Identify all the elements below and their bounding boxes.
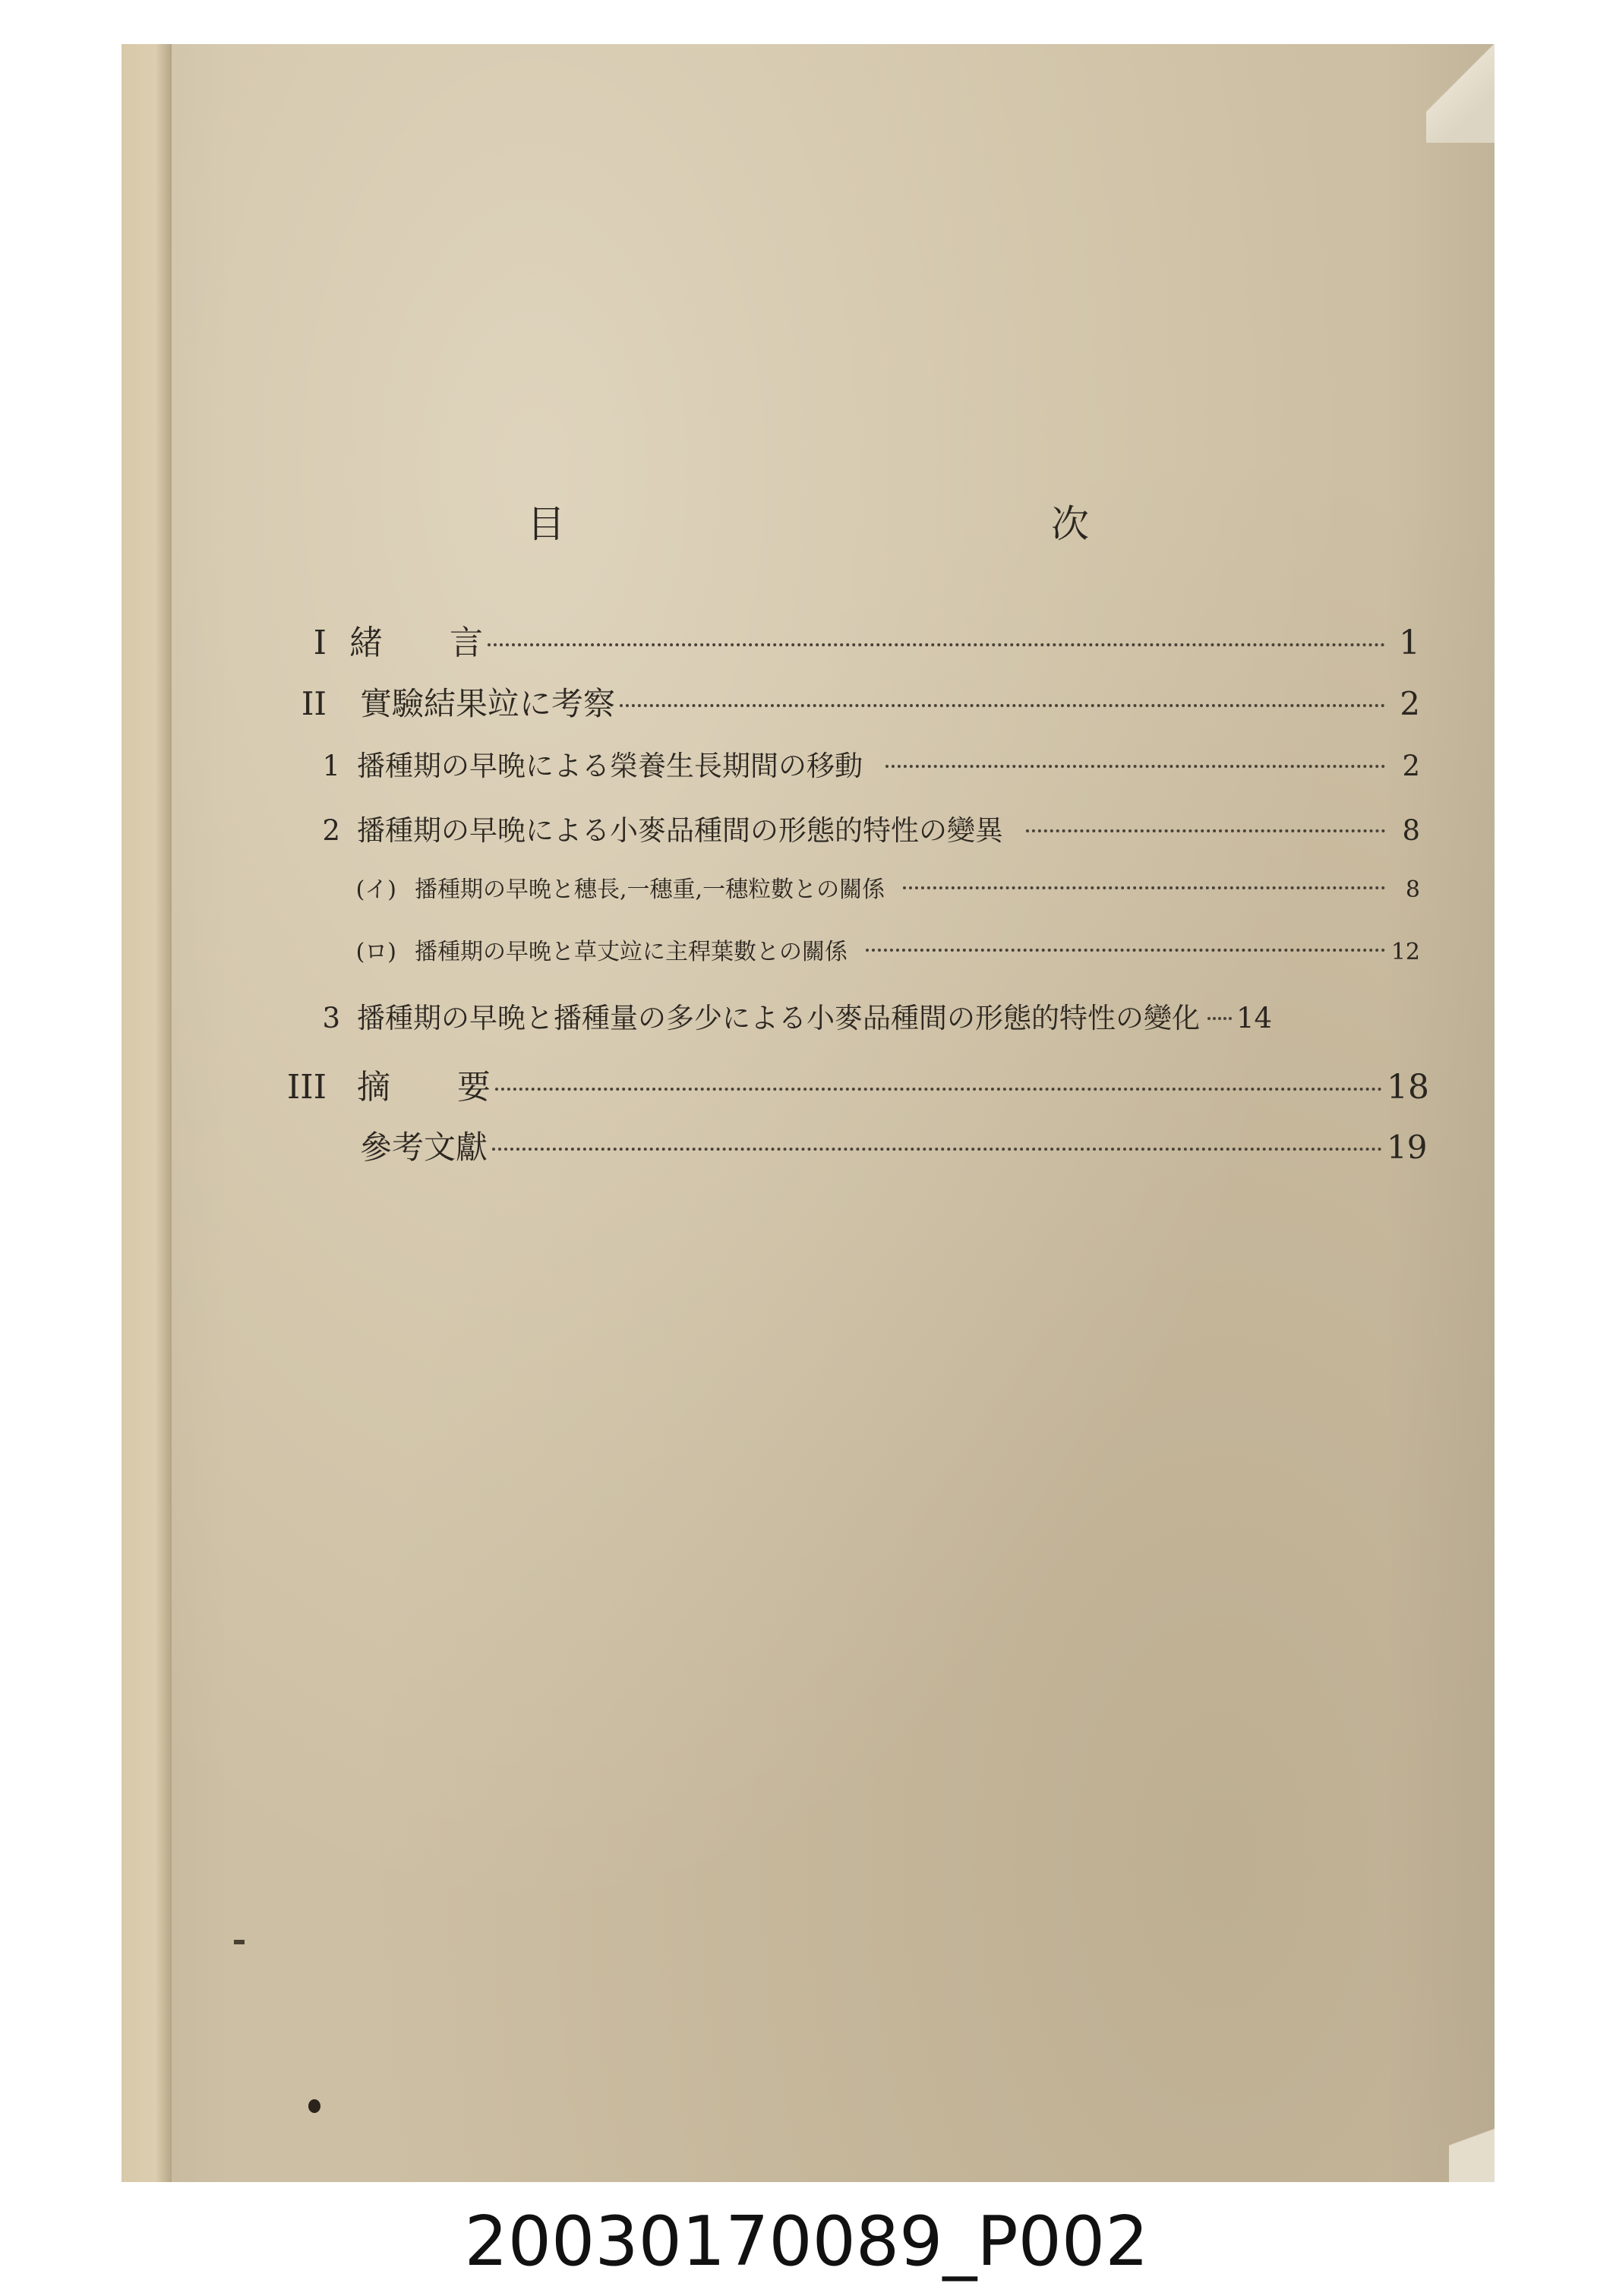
toc-entry-page: 12 [1390, 939, 1420, 965]
leader-dots [492, 1148, 1382, 1151]
toc-entry-title: 實驗結果竝に考察 [360, 685, 616, 722]
toc-entry-number: (イ) [355, 876, 396, 903]
toc-entry-number: III [286, 1068, 327, 1107]
ink-dot [308, 2099, 320, 2113]
toc-entry-number: I [313, 624, 327, 662]
worn-edge [1449, 2091, 1495, 2182]
toc-entry-title: 播種期の早晩と草丈竝に主稈葉數との關係 [415, 939, 848, 965]
toc-entry-title: 播種期の早晩と播種量の多少による小麥品種間の形態的特性の變化 [357, 1002, 1200, 1034]
toc-entry-page: 18 [1387, 1068, 1429, 1107]
toc-entry-number: 3 [322, 1002, 340, 1034]
toc-entry-3 [313, 995, 1420, 1036]
toc-entry-page: 14 [1236, 1002, 1273, 1034]
toc-entry-title: 緒 言 [349, 624, 483, 662]
toc-entry-references [249, 1123, 1428, 1168]
toc-entry-page: 2 [1400, 685, 1420, 722]
leader-dots [903, 886, 1385, 889]
page-fold-edge [122, 44, 172, 2182]
toc-entry-2 [313, 807, 1420, 848]
toc-entry-results [273, 679, 1420, 725]
toc-entry-number: (ロ) [355, 939, 396, 965]
toc-entry-title: 播種期の早晩による榮養生長期間の移動 [357, 750, 863, 782]
leader-dots [488, 643, 1385, 646]
toc-entry-1 [313, 743, 1420, 784]
ink-mark [234, 1940, 245, 1944]
toc-entry-introduction [281, 615, 1420, 664]
toc-entry-page: 8 [1402, 814, 1420, 847]
toc-entry-page: 1 [1399, 624, 1420, 662]
leader-dots [1026, 829, 1385, 832]
leader-dots [1207, 1017, 1232, 1020]
toc-entry-summary [249, 1060, 1429, 1108]
toc-entry-page: 19 [1387, 1129, 1428, 1166]
toc-entry-title: 播種期の早晩による小麥品種間の形態的特性の變異 [357, 814, 1003, 847]
scanned-page [122, 44, 1495, 2182]
leader-dots [495, 1088, 1382, 1091]
toc-title: 目 次 [527, 502, 1226, 546]
image-reference-id: 20030170089_P002 [464, 2202, 1149, 2282]
toc-entry-number: 2 [322, 814, 340, 847]
leader-dots [866, 949, 1385, 952]
toc-entry-number: 1 [322, 750, 340, 782]
toc-entry-2a [351, 870, 1420, 904]
toc-entry-title: 播種期の早晩と穗長,一穗重,一穗粒數との關係 [415, 876, 885, 903]
leader-dots [620, 704, 1385, 707]
toc-entry-title: 參考文獻 [360, 1129, 488, 1166]
leader-dots [885, 765, 1385, 768]
worn-corner [1426, 44, 1495, 143]
toc-entry-number: II [301, 685, 327, 722]
toc-entry-page: 2 [1402, 750, 1420, 782]
toc-entry-page: 8 [1405, 876, 1420, 903]
toc-entry-title: 摘 要 [357, 1068, 491, 1107]
toc-entry-2b [351, 933, 1420, 966]
